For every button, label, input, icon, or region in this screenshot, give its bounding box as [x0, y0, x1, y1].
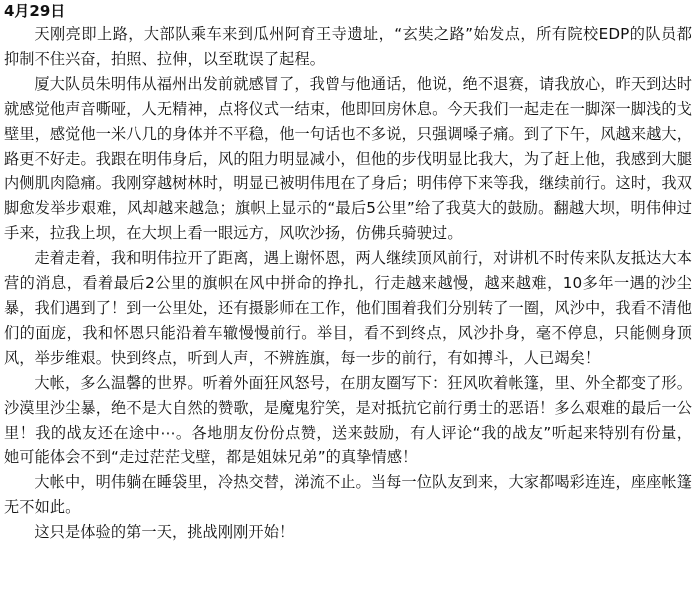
entry-date: 4月29日 — [4, 2, 66, 20]
paragraph-conclusion: 这只是体验的第一天，挑战刚刚开始！ — [34, 523, 295, 542]
paragraph-departure: 天刚亮即上路，大部队乘车来到瓜州阿育王寺遗址，“玄奘之路”始发点，所有院校EDP的队员都抑制不住兴奋，拍照、拉伸，以至耽误了起程。 — [4, 25, 692, 68]
paragraph-tent: 大帐，多么温馨的世界。听着外面狂风怒号，在朋友圈写下：狂风吹着帐篷，里、外全都变了形。沙漠里沙尘暴，绝不是大自然的赞歌，是魔鬼狞笑，是对抵抗它前行勇士的恶语！多么艰难的最后一公里！我的战友还在途中⋯。各地朋友份份点赞，送来鼓励，有人评论“我的战友”听起来特别有份量，她可能体会不到“走过茫茫戈壁，都是姐妹兄弟”的真挚情感！ — [4, 373, 692, 467]
paragraph-sleeping-bag: 大帐中，明伟躺在睡袋里，冷热交替，涕流不止。当每一位队友到来，大家都喝彩连连，座座帐篷无不如此。 — [4, 473, 692, 517]
paragraph-zhu-mingwei: 厦大队员朱明伟从福州出发前就感冒了，我曾与他通话，他说，绝不退赛，请我放心，昨天到达时就感觉他声音嘶哑，人无精神，点将仪式一结束，他即回房休息。今天我们一起走在一脚深一脚浅的戈壁里，感觉他一米八几的身体并不平稳，他一句话也不多说，只强调嗓子痛。到了下午，风越来越大，路更不好走。我跟在明伟身后，风的阻力明显减小，但他的步伐明显比我大，为了赶上他，我感到大腿内侧肌肉隐痛。我刚穿越树林时，明显已被明伟甩在了身后；明伟停下来等我，继续前行。这时，我双脚愈发举步艰难，风却越来越急；旗帜上显示的“最后5公里”给了我莫大的鼓励。翻越大坝，明伟伸过手来，拉我上坝，在大坝上看一眼远方，风吹沙扬，仿佛兵骑驶过。 — [4, 74, 692, 243]
paragraph-sandstorm: 走着走着，我和明伟拉开了距离，遇上谢怀恩，两人继续顶风前行，对讲机不时传来队友抵达大本营的消息，看着最后2公里的旗帜在风中拼命的挣扎，行走越来越慢，越来越难，10多年一遇的沙尘暴，我们遇到了！到一公里处，还有摄影师在工作，他们围着我们分别转了一圈，风沙中，我看不清他们的面庞，我和怀恩只能沿着车辙慢慢前行。举目，看不到终点，风沙扑身，毫不停息，只能侧身顶风，举步维艰。快到终点，听到人声，不辨旌旗，每一步的前行，有如搏斗，人已竭矣！ — [4, 249, 692, 367]
